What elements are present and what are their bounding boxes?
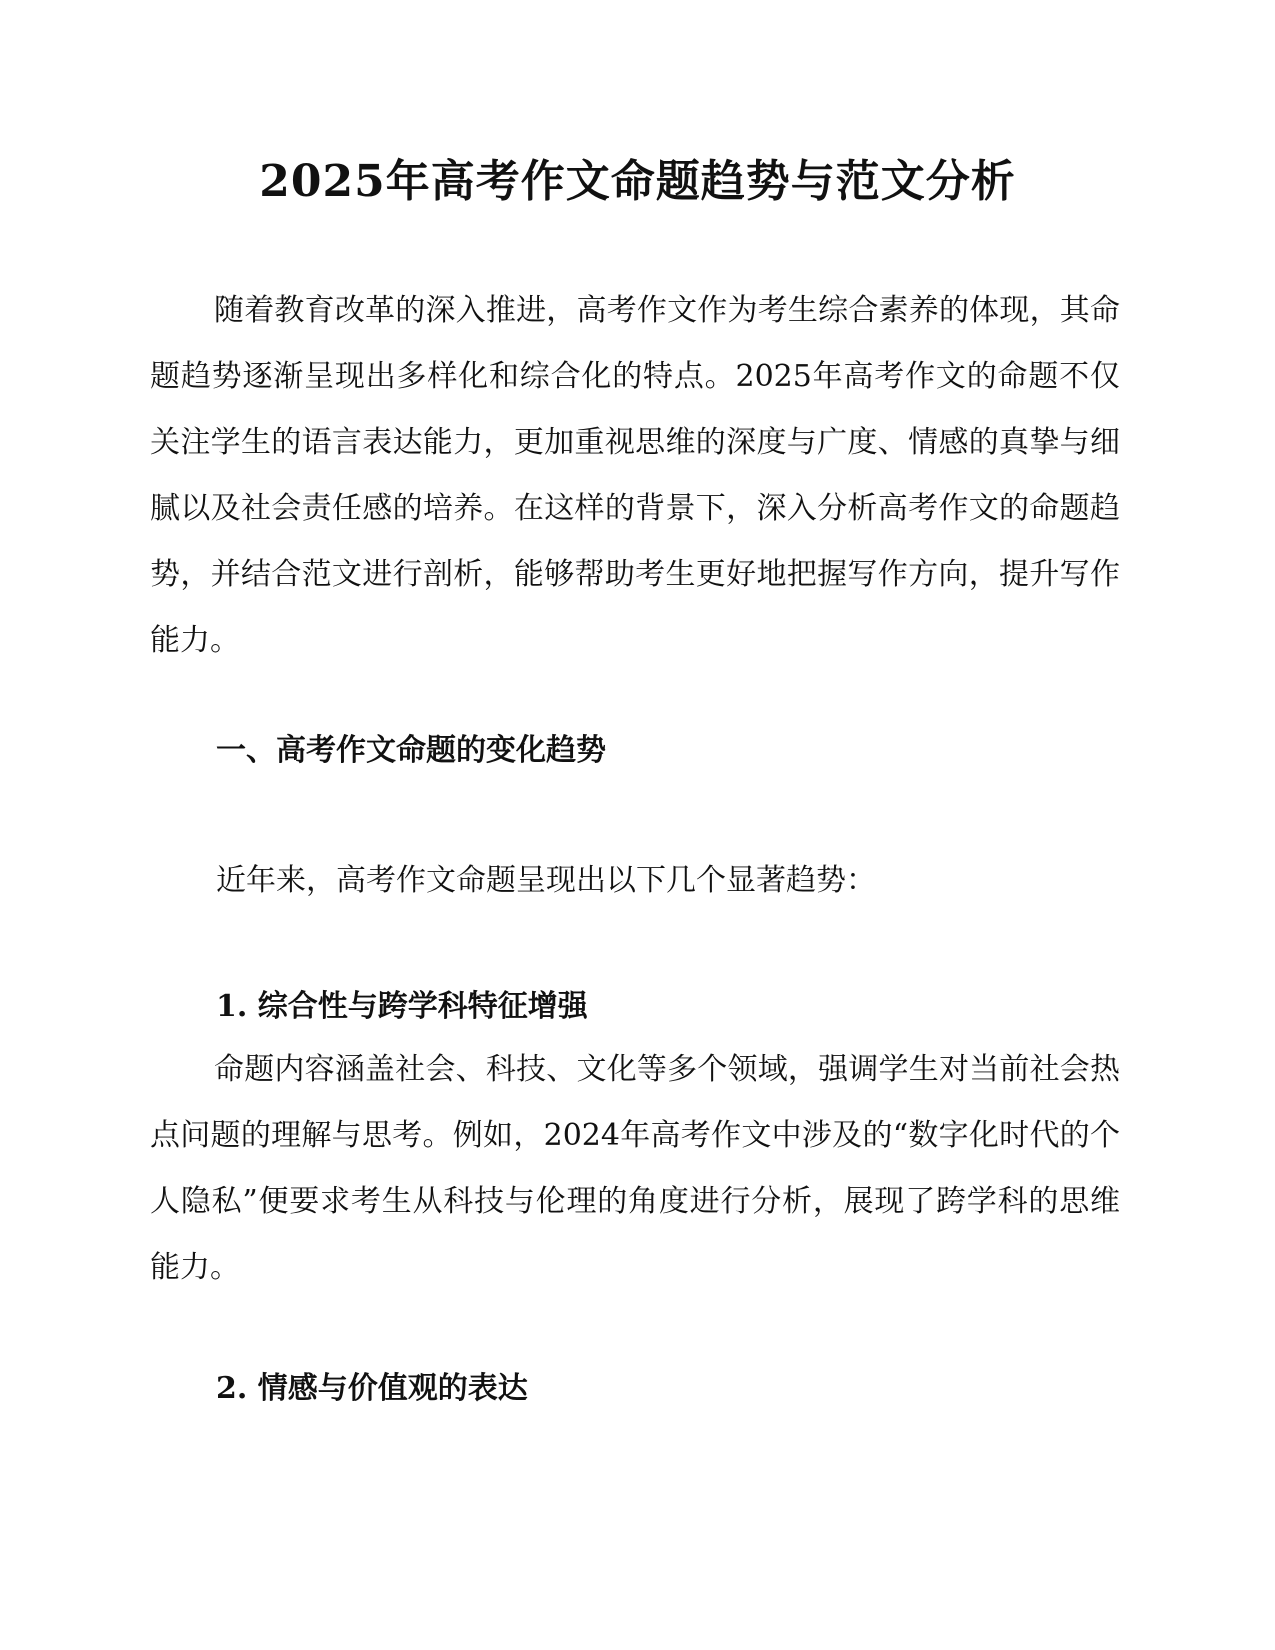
section-lead: 近年来，高考作文命题呈现出以下几个显著趋势： [216, 863, 876, 898]
subsection-body-1: 命题内容涵盖社会、科技、文化等多个领域，强调学生对当前社会热点问题的理解与思考。例如，2024年高考作文中涉及的“数字化时代的个人隐私”便要求考生从科技与伦理的角度进行分析，展现了跨学科的思维能力。 [150, 1052, 1120, 1285]
intro-paragraph: 随着教育改革的深入推进，高考作文作为考生综合素养的体现，其命题趋势逐渐呈现出多样化和综合化的特点。2025年高考作文的命题不仅关注学生的语言表达能力，更加重视思维的深度与广度、情感的真挚与细腻以及社会责任感的培养。在这样的背景下，深入分析高考作文的命题趋势，并结合范文进行剖析，能够帮助考生更好地把握写作方向，提升写作能力。 [150, 293, 1120, 658]
subsection-heading-1: 1. 综合性与跨学科特征增强 [216, 989, 588, 1024]
section-heading: 一、高考作文命题的变化趋势 [216, 733, 606, 768]
subsection-heading-2: 2. 情感与价值观的表达 [216, 1371, 528, 1406]
document-title: 2025年高考作文命题趋势与范文分析 [259, 156, 1016, 207]
